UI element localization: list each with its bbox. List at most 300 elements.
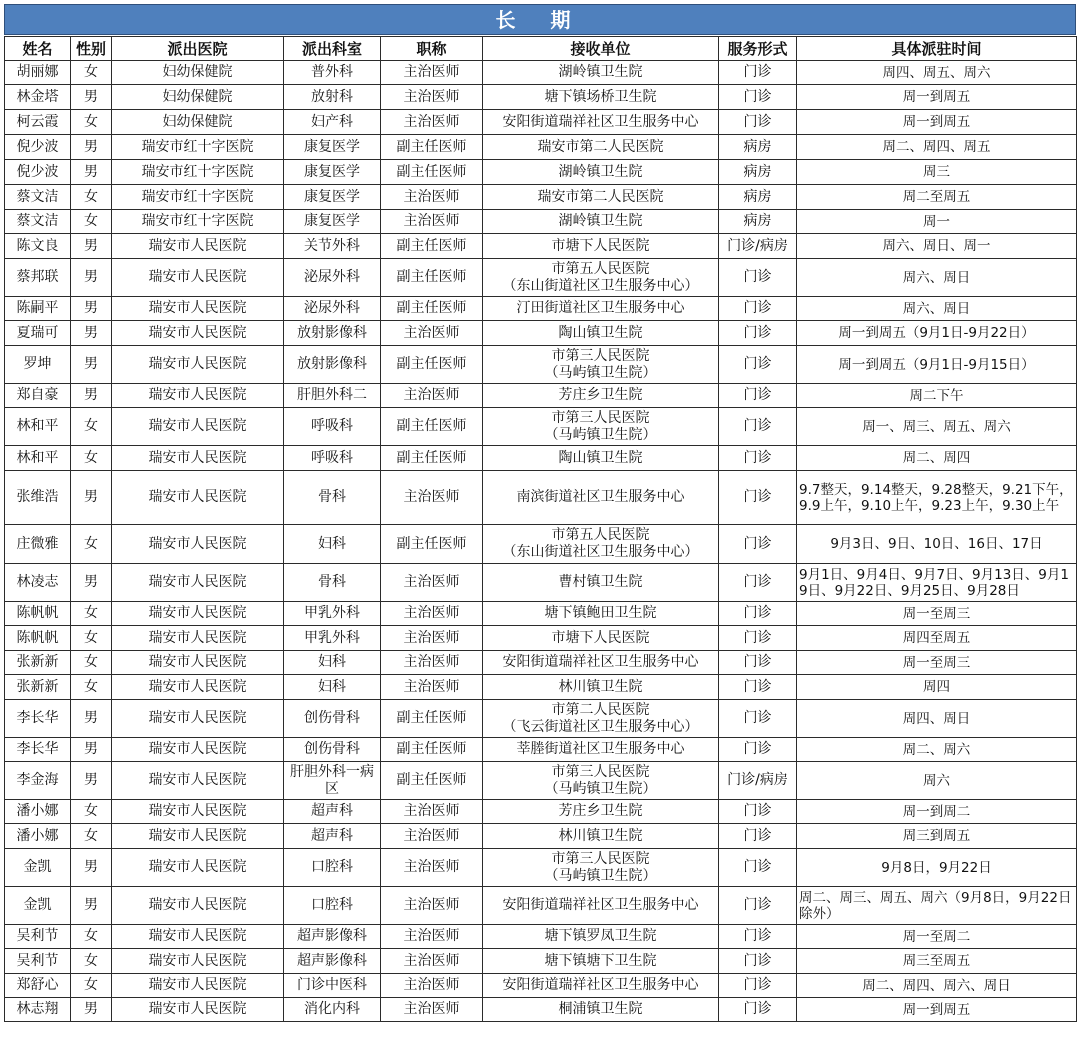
cell-receiving-unit: 市第五人民医院 （东山街道社区卫生服务中心） — [483, 259, 719, 297]
cell-service-form: 病房 — [719, 135, 797, 160]
cell-schedule: 周一 — [797, 210, 1077, 234]
cell-title: 主治医师 — [381, 887, 483, 925]
cell-name: 张新新 — [5, 651, 71, 675]
cell-receiving-unit: 瑞安市第二人民医院 — [483, 185, 719, 210]
cell-schedule: 周六 — [797, 762, 1077, 800]
cell-receiving-unit: 桐浦镇卫生院 — [483, 998, 719, 1022]
cell-service-form: 门诊 — [719, 346, 797, 384]
cell-title: 主治医师 — [381, 974, 483, 998]
cell-service-form: 门诊/病房 — [719, 762, 797, 800]
cell-receiving-unit: 塘下镇鲍田卫生院 — [483, 602, 719, 626]
table-row — [5, 135, 1077, 160]
cell-service-form: 门诊 — [719, 602, 797, 626]
cell-department: 创伤骨科 — [284, 700, 381, 738]
cell-schedule: 周一到周五（9月1日-9月15日） — [797, 346, 1077, 384]
cell-department: 口腔科 — [284, 849, 381, 887]
cell-title: 副主任医师 — [381, 525, 483, 564]
cell-department: 康复医学 — [284, 135, 381, 160]
table-row — [5, 321, 1077, 346]
table-row — [5, 849, 1077, 887]
cell-schedule: 周四、周五、周六 — [797, 61, 1077, 85]
cell-gender: 男 — [71, 85, 112, 110]
cell-service-form: 门诊 — [719, 446, 797, 471]
cell-service-form: 门诊 — [719, 925, 797, 949]
cell-hospital: 瑞安市人民医院 — [112, 321, 284, 346]
cell-title: 副主任医师 — [381, 234, 483, 259]
cell-gender: 女 — [71, 651, 112, 675]
cell-schedule: 周一到周五（9月1日-9月22日） — [797, 321, 1077, 346]
cell-hospital: 瑞安市人民医院 — [112, 651, 284, 675]
cell-department: 妇科 — [284, 525, 381, 564]
cell-title: 主治医师 — [381, 998, 483, 1022]
cell-schedule: 周四、周日 — [797, 700, 1077, 738]
cell-gender: 男 — [71, 160, 112, 185]
cell-service-form: 门诊 — [719, 384, 797, 408]
cell-name: 李长华 — [5, 700, 71, 738]
cell-schedule: 9.7整天，9.14整天，9.28整天，9.21下午，9.9上午，9.10上午，9.23上午，9.30上午 — [797, 471, 1077, 525]
cell-gender: 男 — [71, 297, 112, 321]
cell-service-form: 门诊 — [719, 525, 797, 564]
cell-department: 创伤骨科 — [284, 738, 381, 762]
table-row — [5, 700, 1077, 738]
cell-hospital: 瑞安市人民医院 — [112, 925, 284, 949]
cell-schedule: 周六、周日 — [797, 259, 1077, 297]
cell-department: 妇科 — [284, 675, 381, 700]
cell-schedule: 周一到周五 — [797, 998, 1077, 1022]
table-row — [5, 602, 1077, 626]
cell-gender: 男 — [71, 700, 112, 738]
cell-receiving-unit: 林川镇卫生院 — [483, 675, 719, 700]
cell-schedule: 周二、周四 — [797, 446, 1077, 471]
table-row — [5, 446, 1077, 471]
cell-receiving-unit: 陶山镇卫生院 — [483, 321, 719, 346]
cell-hospital: 瑞安市人民医院 — [112, 824, 284, 849]
cell-schedule: 周二、周四、周五 — [797, 135, 1077, 160]
cell-gender: 男 — [71, 384, 112, 408]
cell-schedule: 9月3日、9日、10日、16日、17日 — [797, 525, 1077, 564]
column-header-receiving-unit: 接收单位 — [483, 37, 719, 61]
table-row — [5, 408, 1077, 446]
cell-gender: 女 — [71, 602, 112, 626]
cell-receiving-unit: 市第五人民医院 （东山街道社区卫生服务中心） — [483, 525, 719, 564]
cell-hospital: 瑞安市红十字医院 — [112, 160, 284, 185]
cell-service-form: 门诊 — [719, 408, 797, 446]
cell-service-form: 门诊/病房 — [719, 234, 797, 259]
cell-schedule: 周一到周二 — [797, 800, 1077, 824]
cell-gender: 男 — [71, 998, 112, 1022]
cell-schedule: 周二、周六 — [797, 738, 1077, 762]
cell-name: 李金海 — [5, 762, 71, 800]
cell-hospital: 瑞安市人民医院 — [112, 949, 284, 974]
cell-title: 副主任医师 — [381, 160, 483, 185]
cell-title: 副主任医师 — [381, 346, 483, 384]
cell-schedule: 周三 — [797, 160, 1077, 185]
cell-hospital: 瑞安市人民医院 — [112, 408, 284, 446]
cell-name: 郑自豪 — [5, 384, 71, 408]
cell-gender: 女 — [71, 800, 112, 824]
cell-gender: 男 — [71, 887, 112, 925]
cell-gender: 男 — [71, 234, 112, 259]
cell-name: 胡丽娜 — [5, 61, 71, 85]
cell-gender: 男 — [71, 471, 112, 525]
cell-schedule: 周一至周三 — [797, 602, 1077, 626]
cell-service-form: 病房 — [719, 185, 797, 210]
cell-department: 康复医学 — [284, 160, 381, 185]
cell-receiving-unit: 曹村镇卫生院 — [483, 564, 719, 602]
cell-receiving-unit: 塘下镇塘下卫生院 — [483, 949, 719, 974]
cell-name: 林凌志 — [5, 564, 71, 602]
cell-gender: 男 — [71, 849, 112, 887]
column-header-name: 姓名 — [5, 37, 71, 61]
cell-department: 肝胆外科一病区 — [284, 762, 381, 800]
cell-hospital: 瑞安市人民医院 — [112, 738, 284, 762]
cell-department: 骨科 — [284, 471, 381, 525]
cell-title: 副主任医师 — [381, 762, 483, 800]
cell-schedule: 周二下午 — [797, 384, 1077, 408]
table-row — [5, 110, 1077, 135]
cell-title: 主治医师 — [381, 602, 483, 626]
cell-hospital: 瑞安市人民医院 — [112, 998, 284, 1022]
cell-gender: 女 — [71, 675, 112, 700]
cell-gender: 男 — [71, 135, 112, 160]
table-row — [5, 738, 1077, 762]
cell-gender: 男 — [71, 259, 112, 297]
cell-department: 放射影像科 — [284, 346, 381, 384]
cell-service-form: 门诊 — [719, 974, 797, 998]
cell-schedule: 9月1日、9月4日、9月7日、9月13日、9月19日、9月22日、9月25日、9月28日 — [797, 564, 1077, 602]
cell-title: 主治医师 — [381, 61, 483, 85]
cell-title: 副主任医师 — [381, 738, 483, 762]
cell-gender: 女 — [71, 626, 112, 651]
cell-name: 罗坤 — [5, 346, 71, 384]
cell-receiving-unit: 芳庄乡卫生院 — [483, 384, 719, 408]
cell-receiving-unit: 湖岭镇卫生院 — [483, 210, 719, 234]
cell-gender: 女 — [71, 110, 112, 135]
cell-schedule: 周四 — [797, 675, 1077, 700]
cell-hospital: 瑞安市人民医院 — [112, 675, 284, 700]
cell-department: 超声影像科 — [284, 949, 381, 974]
cell-department: 超声影像科 — [284, 925, 381, 949]
cell-name: 倪少波 — [5, 135, 71, 160]
cell-department: 超声科 — [284, 824, 381, 849]
cell-service-form: 门诊 — [719, 110, 797, 135]
cell-name: 潘小娜 — [5, 800, 71, 824]
cell-gender: 女 — [71, 446, 112, 471]
cell-name: 林和平 — [5, 446, 71, 471]
cell-department: 呼吸科 — [284, 446, 381, 471]
cell-hospital: 瑞安市人民医院 — [112, 800, 284, 824]
cell-department: 甲乳外科 — [284, 602, 381, 626]
cell-gender: 男 — [71, 738, 112, 762]
cell-receiving-unit: 安阳街道瑞祥社区卫生服务中心 — [483, 887, 719, 925]
cell-title: 主治医师 — [381, 675, 483, 700]
cell-department: 肝胆外科二 — [284, 384, 381, 408]
cell-hospital: 瑞安市人民医院 — [112, 700, 284, 738]
cell-hospital: 瑞安市人民医院 — [112, 297, 284, 321]
cell-hospital: 瑞安市人民医院 — [112, 602, 284, 626]
cell-schedule: 周二、周三、周五、周六（9月8日，9月22日除外） — [797, 887, 1077, 925]
cell-name: 蔡文洁 — [5, 210, 71, 234]
cell-schedule: 周一至周二 — [797, 925, 1077, 949]
cell-receiving-unit: 市第三人民医院 （马屿镇卫生院） — [483, 849, 719, 887]
cell-service-form: 门诊 — [719, 887, 797, 925]
cell-service-form: 门诊 — [719, 297, 797, 321]
cell-department: 呼吸科 — [284, 408, 381, 446]
table-row — [5, 297, 1077, 321]
cell-service-form: 门诊 — [719, 675, 797, 700]
cell-gender: 男 — [71, 321, 112, 346]
cell-gender: 女 — [71, 949, 112, 974]
cell-service-form: 门诊 — [719, 949, 797, 974]
cell-name: 张新新 — [5, 675, 71, 700]
cell-gender: 男 — [71, 762, 112, 800]
cell-name: 陈嗣平 — [5, 297, 71, 321]
cell-title: 主治医师 — [381, 110, 483, 135]
cell-department: 泌尿外科 — [284, 297, 381, 321]
cell-gender: 女 — [71, 974, 112, 998]
cell-gender: 女 — [71, 210, 112, 234]
cell-hospital: 瑞安市人民医院 — [112, 525, 284, 564]
cell-service-form: 门诊 — [719, 998, 797, 1022]
table-row — [5, 651, 1077, 675]
cell-hospital: 瑞安市红十字医院 — [112, 135, 284, 160]
cell-gender: 女 — [71, 185, 112, 210]
cell-title: 副主任医师 — [381, 408, 483, 446]
cell-service-form: 门诊 — [719, 700, 797, 738]
cell-receiving-unit: 安阳街道瑞祥社区卫生服务中心 — [483, 110, 719, 135]
cell-title: 主治医师 — [381, 321, 483, 346]
cell-department: 普外科 — [284, 61, 381, 85]
table-row — [5, 259, 1077, 297]
cell-schedule: 周六、周日、周一 — [797, 234, 1077, 259]
table-row — [5, 525, 1077, 564]
cell-hospital: 妇幼保健院 — [112, 85, 284, 110]
cell-department: 妇产科 — [284, 110, 381, 135]
cell-hospital: 瑞安市人民医院 — [112, 762, 284, 800]
cell-department: 放射影像科 — [284, 321, 381, 346]
cell-department: 超声科 — [284, 800, 381, 824]
table-row — [5, 471, 1077, 525]
table-row — [5, 675, 1077, 700]
cell-receiving-unit: 市第三人民医院 （马屿镇卫生院） — [483, 346, 719, 384]
cell-receiving-unit: 市塘下人民医院 — [483, 234, 719, 259]
cell-department: 放射科 — [284, 85, 381, 110]
cell-department: 康复医学 — [284, 185, 381, 210]
cell-receiving-unit: 汀田街道社区卫生服务中心 — [483, 297, 719, 321]
cell-service-form: 门诊 — [719, 849, 797, 887]
table-row — [5, 234, 1077, 259]
cell-receiving-unit: 市塘下人民医院 — [483, 626, 719, 651]
cell-name: 林金塔 — [5, 85, 71, 110]
cell-hospital: 瑞安市人民医院 — [112, 346, 284, 384]
cell-service-form: 门诊 — [719, 471, 797, 525]
cell-service-form: 门诊 — [719, 800, 797, 824]
cell-schedule: 周二、周四、周六、周日 — [797, 974, 1077, 998]
cell-name: 金凯 — [5, 887, 71, 925]
cell-department: 骨科 — [284, 564, 381, 602]
cell-name: 金凯 — [5, 849, 71, 887]
cell-receiving-unit: 林川镇卫生院 — [483, 824, 719, 849]
table-row — [5, 824, 1077, 849]
cell-hospital: 妇幼保健院 — [112, 61, 284, 85]
cell-title: 主治医师 — [381, 849, 483, 887]
column-header-hospital: 派出医院 — [112, 37, 284, 61]
column-header-schedule: 具体派驻时间 — [797, 37, 1077, 61]
cell-receiving-unit: 南滨街道社区卫生服务中心 — [483, 471, 719, 525]
cell-schedule: 周四至周五 — [797, 626, 1077, 651]
cell-service-form: 病房 — [719, 160, 797, 185]
cell-name: 林志翔 — [5, 998, 71, 1022]
cell-hospital: 瑞安市人民医院 — [112, 234, 284, 259]
cell-name: 柯云霞 — [5, 110, 71, 135]
cell-schedule: 周一到周五 — [797, 85, 1077, 110]
cell-receiving-unit: 芳庄乡卫生院 — [483, 800, 719, 824]
cell-title: 主治医师 — [381, 651, 483, 675]
cell-receiving-unit: 安阳街道瑞祥社区卫生服务中心 — [483, 974, 719, 998]
cell-gender: 男 — [71, 564, 112, 602]
table-row — [5, 626, 1077, 651]
cell-hospital: 瑞安市人民医院 — [112, 384, 284, 408]
cell-title: 主治医师 — [381, 85, 483, 110]
table-row — [5, 998, 1077, 1022]
cell-name: 陈文良 — [5, 234, 71, 259]
header-row — [5, 37, 1077, 61]
cell-receiving-unit: 市第二人民医院 （飞云街道社区卫生服务中心） — [483, 700, 719, 738]
cell-service-form: 门诊 — [719, 61, 797, 85]
cell-name: 张维浩 — [5, 471, 71, 525]
column-header-gender: 性别 — [71, 37, 112, 61]
cell-schedule: 周六、周日 — [797, 297, 1077, 321]
cell-department: 泌尿外科 — [284, 259, 381, 297]
cell-hospital: 瑞安市人民医院 — [112, 974, 284, 998]
table-row — [5, 160, 1077, 185]
cell-service-form: 病房 — [719, 210, 797, 234]
cell-hospital: 瑞安市红十字医院 — [112, 210, 284, 234]
cell-receiving-unit: 陶山镇卫生院 — [483, 446, 719, 471]
cell-title: 副主任医师 — [381, 259, 483, 297]
cell-hospital: 瑞安市人民医院 — [112, 259, 284, 297]
cell-schedule: 9月8日，9月22日 — [797, 849, 1077, 887]
cell-name: 陈帆帆 — [5, 626, 71, 651]
cell-service-form: 门诊 — [719, 321, 797, 346]
cell-service-form: 门诊 — [719, 626, 797, 651]
cell-hospital: 瑞安市人民医院 — [112, 849, 284, 887]
cell-name: 吴利节 — [5, 925, 71, 949]
cell-title: 主治医师 — [381, 384, 483, 408]
cell-service-form: 门诊 — [719, 564, 797, 602]
column-header-service-form: 服务形式 — [719, 37, 797, 61]
cell-hospital: 瑞安市人民医院 — [112, 446, 284, 471]
cell-receiving-unit: 湖岭镇卫生院 — [483, 61, 719, 85]
column-header-title: 职称 — [381, 37, 483, 61]
table-row — [5, 61, 1077, 85]
cell-schedule: 周一、周三、周五、周六 — [797, 408, 1077, 446]
cell-gender: 女 — [71, 61, 112, 85]
cell-title: 主治医师 — [381, 210, 483, 234]
cell-schedule: 周三到周五 — [797, 824, 1077, 849]
cell-service-form: 门诊 — [719, 259, 797, 297]
cell-title: 副主任医师 — [381, 135, 483, 160]
cell-department: 消化内科 — [284, 998, 381, 1022]
cell-department: 康复医学 — [284, 210, 381, 234]
cell-schedule: 周一到周五 — [797, 110, 1077, 135]
cell-title: 主治医师 — [381, 824, 483, 849]
table-row — [5, 887, 1077, 925]
cell-service-form: 门诊 — [719, 824, 797, 849]
cell-title: 副主任医师 — [381, 446, 483, 471]
cell-name: 潘小娜 — [5, 824, 71, 849]
table-row — [5, 800, 1077, 824]
table-row — [5, 210, 1077, 234]
cell-schedule: 周二至周五 — [797, 185, 1077, 210]
cell-title: 主治医师 — [381, 564, 483, 602]
cell-name: 郑舒心 — [5, 974, 71, 998]
cell-hospital: 瑞安市人民医院 — [112, 471, 284, 525]
table-row — [5, 974, 1077, 998]
cell-hospital: 瑞安市人民医院 — [112, 626, 284, 651]
table-row — [5, 762, 1077, 800]
cell-gender: 女 — [71, 925, 112, 949]
cell-department: 甲乳外科 — [284, 626, 381, 651]
cell-receiving-unit: 安阳街道瑞祥社区卫生服务中心 — [483, 651, 719, 675]
cell-gender: 男 — [71, 346, 112, 384]
cell-title: 主治医师 — [381, 925, 483, 949]
cell-gender: 女 — [71, 824, 112, 849]
cell-receiving-unit: 塘下镇罗凤卫生院 — [483, 925, 719, 949]
cell-title: 主治医师 — [381, 949, 483, 974]
cell-schedule: 周一至周三 — [797, 651, 1077, 675]
cell-department: 口腔科 — [284, 887, 381, 925]
table-row — [5, 384, 1077, 408]
cell-title: 主治医师 — [381, 471, 483, 525]
cell-name: 陈帆帆 — [5, 602, 71, 626]
cell-name: 夏瑞可 — [5, 321, 71, 346]
cell-name: 蔡邦联 — [5, 259, 71, 297]
cell-receiving-unit: 湖岭镇卫生院 — [483, 160, 719, 185]
cell-gender: 女 — [71, 408, 112, 446]
cell-service-form: 门诊 — [719, 738, 797, 762]
cell-receiving-unit: 市第三人民医院 （马屿镇卫生院） — [483, 762, 719, 800]
cell-receiving-unit: 瑞安市第二人民医院 — [483, 135, 719, 160]
cell-name: 林和平 — [5, 408, 71, 446]
table-body — [5, 61, 1077, 1022]
table-row — [5, 564, 1077, 602]
table-row — [5, 185, 1077, 210]
cell-title: 主治医师 — [381, 185, 483, 210]
cell-service-form: 门诊 — [719, 85, 797, 110]
cell-name: 李长华 — [5, 738, 71, 762]
cell-hospital: 瑞安市人民医院 — [112, 887, 284, 925]
cell-hospital: 瑞安市人民医院 — [112, 564, 284, 602]
cell-title: 主治医师 — [381, 800, 483, 824]
cell-title: 副主任医师 — [381, 700, 483, 738]
cell-name: 吴利节 — [5, 949, 71, 974]
cell-name: 蔡文洁 — [5, 185, 71, 210]
cell-hospital: 瑞安市红十字医院 — [112, 185, 284, 210]
cell-receiving-unit: 市第三人民医院 （马屿镇卫生院） — [483, 408, 719, 446]
cell-name: 庄微雅 — [5, 525, 71, 564]
cell-title: 副主任医师 — [381, 297, 483, 321]
section-banner: 长 期 — [4, 4, 1076, 35]
column-header-department: 派出科室 — [284, 37, 381, 61]
cell-name: 倪少波 — [5, 160, 71, 185]
cell-department: 关节外科 — [284, 234, 381, 259]
cell-schedule: 周三至周五 — [797, 949, 1077, 974]
cell-department: 门诊中医科 — [284, 974, 381, 998]
cell-title: 主治医师 — [381, 626, 483, 651]
cell-hospital: 妇幼保健院 — [112, 110, 284, 135]
table-row — [5, 925, 1077, 949]
